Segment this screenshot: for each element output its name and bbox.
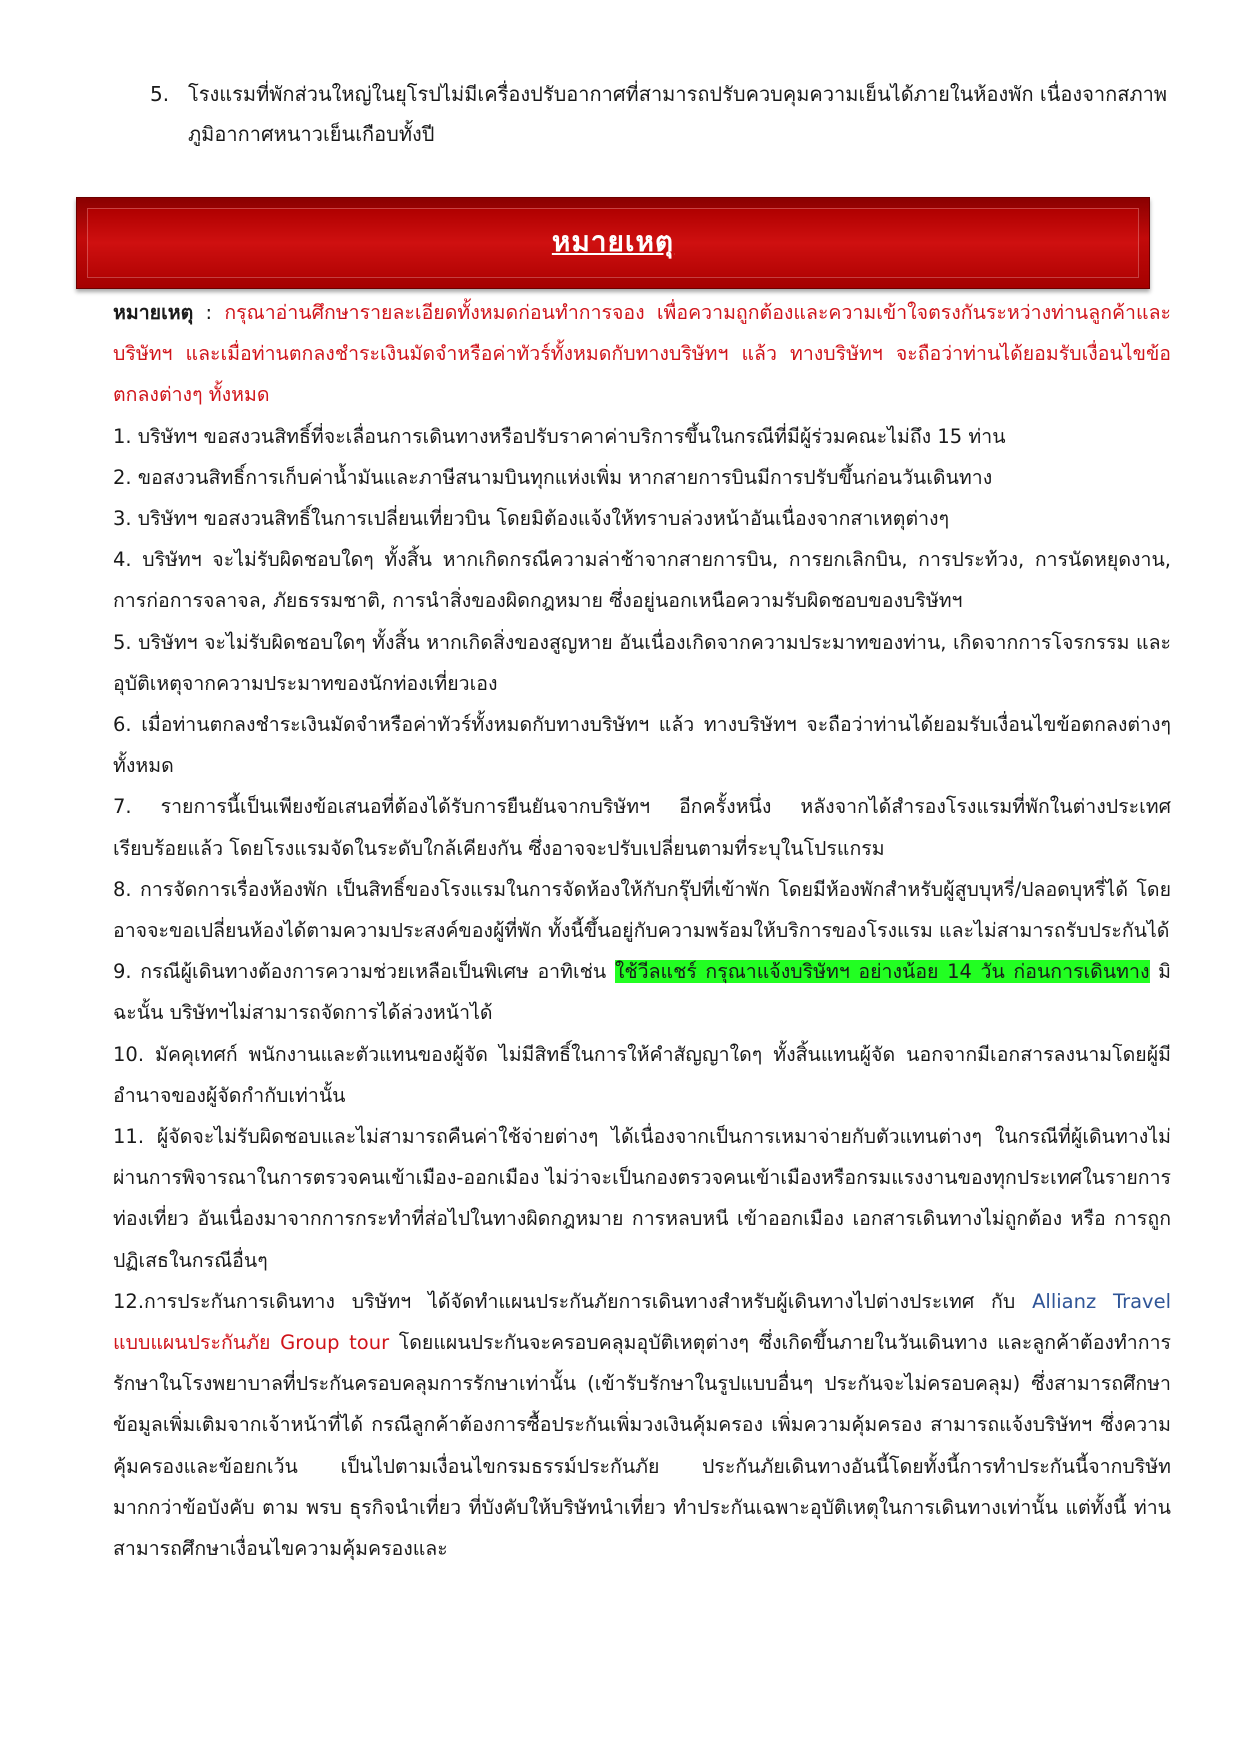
note-item-9-text: 9. กรณีผู้เดินทางต้องการความช่วยเหลือเป็นพิเศษ อาทิเช่น	[113, 960, 615, 984]
insurance-plan-name: แบบแผนประกันภัย Group tour	[113, 1331, 390, 1355]
note-item-8: 8. การจัดการเรื่องห้องพัก เป็นสิทธิ์ของโรงแรมในการจัดห้องให้กับกรุ๊ปที่เข้าพัก โดยมีห้องพักสำหรับผู้สูบบุหรี่/ปลอดบุหรี่ได้ โดยอาจจะขอเปลี่ยนห้องได้ตามความประสงค์ของผู้ที่พัก ทั้งนี้ขึ้นอยู่กับความพร้อมให้บริการของโรงแรม และไม่สามารถรับประกันได้	[113, 877, 1171, 943]
list-item-5	[150, 74, 1170, 154]
note-item-9-text-end: มิฉะนั้น บริษัทฯไม่สามารถจัดการได้ล่วงหน้าได้	[113, 960, 1171, 1025]
note-item-6: 6. เมื่อท่านตกลงชำระเงินมัดจำหรือค่าทัวร์ทั้งหมดกับทางบริษัทฯ แล้ว ทางบริษัทฯ จะถือว่าท่านได้ยอมรับเงื่อนไขข้อตกลงต่างๆ ทั้งหมด	[113, 713, 1171, 778]
banner-title: หมายเหตุ	[551, 225, 675, 258]
list-item-number: 5.	[150, 82, 170, 106]
insurer-name: Allianz Travel	[1032, 1289, 1171, 1313]
note-item-5: 5. บริษัทฯ จะไม่รับผิดชอบใดๆ ทั้งสิ้น หากเกิดสิ่งของสูญหาย อันเนื่องเกิดจากความประมาทของท่าน, เกิดจากการโจรกรรม และ อุบัติเหตุจากความประมาทของนักท่องเที่ยวเอง	[113, 630, 1171, 695]
note-item-12	[113, 1281, 1171, 1569]
note-item-12-text: 12.การประกันการเดินทาง บริษัทฯ ได้จัดทำแผนประกันภัยการเดินทางสำหรับผู้เดินทางไปต่างประเทศ กับ	[113, 1289, 1033, 1313]
note-item-7: 7. รายการนี้เป็นเพียงข้อเสนอที่ต้องได้รับการยืนยันจากบริษัทฯ อีกครั้งหนึ่ง หลังจากได้สำรองโรงแรมที่พักในต่างประเทศเรียบร้อยแล้ว โดยโรงแรมจัดในระดับใกล้เคียงกัน ซึ่งอาจจะปรับเปลี่ยนตามที่ระบุในโปรแกรม	[113, 795, 1171, 860]
note-item-1: 1. บริษัทฯ ขอสงวนสิทธิ์ที่จะเลื่อนการเดินทางหรือปรับราคาค่าบริการขึ้นในกรณีที่มีผู้ร่วมคณะไม่ถึง 15 ท่าน	[113, 424, 1006, 448]
notes-section	[113, 292, 1171, 1569]
list-item-text: โรงแรมที่พักส่วนใหญ่ในยุโรปไม่มีเครื่องปรับอากาศที่สามารถปรับควบคุมความเย็นได้ภายในห้องพัก เนื่องจากสภาพภูมิอากาศหนาวเย็นเกือบทั้งปี	[188, 82, 1168, 146]
notes-intro-label: หมายเหตุ	[113, 301, 194, 324]
note-item-2: 2. ขอสงวนสิทธิ์การเก็บค่าน้ำมันและภาษีสนามบินทุกแห่งเพิ่ม หากสายการบินมีการปรับขึ้นก่อนวันเดินทาง	[113, 465, 993, 489]
notes-intro-text: กรุณาอ่านศึกษารายละเอียดทั้งหมดก่อนทำการจอง เพื่อความถูกต้องและความเข้าใจตรงกันระหว่างท่านลูกค้าและบริษัทฯ และเมื่อท่านตกลงชำระเงินมัดจำหรือค่าทัวร์ทั้งหมดกับทางบริษัทฯ แล้ว ทางบริษัทฯ จะถือว่าท่านได้ยอมรับเงื่อนไขข้อตกลงต่างๆ ทั้งหมด	[113, 301, 1172, 407]
notes-intro	[113, 292, 1171, 416]
notes-banner	[76, 197, 1150, 289]
note-item-9	[113, 951, 1171, 1033]
note-item-3: 3. บริษัทฯ ขอสงวนสิทธิ์ในการเปลี่ยนเที่ยวบิน โดยมิต้องแจ้งให้ทราบล่วงหน้าอันเนื่องจากสาเหตุต่างๆ	[113, 507, 950, 531]
note-item-11: 11. ผู้จัดจะไม่รับผิดชอบและไม่สามารถคืนค่าใช้จ่ายต่างๆ ได้เนื่องจากเป็นการเหมาจ่ายกับตัวแทนต่างๆ ในกรณีที่ผู้เดินทางไม่ผ่านการพิจารณาในการตรวจคนเข้าเมือง-ออกเมือง ไม่ว่าจะเป็นกองตรวจคนเข้าเมืองหรือกรมแรงงานของทุกประเทศในรายการท่องเที่ยว อันเนื่องมาจากการกระทำที่ส่อไปในทางผิดกฎหมาย การหลบหนี เข้าออกเมือง เอกสารเดินทางไม่ถูกต้อง หรือ การถูกปฏิเสธในกรณีอื่นๆ	[113, 1125, 1171, 1272]
note-item-12-text-end: โดยแผนประกันจะครอบคลุมอุบัติเหตุต่างๆ ซึ่งเกิดขึ้นภายในวันเดินทาง และลูกค้าต้องทำการรักษาในโรงพยาบาลที่ประกันครอบคลุมการรักษาเท่านั้น (เข้ารับรักษาในรูปแบบอื่นๆ ประกันจะไม่ครอบคลุม) ซึ่งสามารถศึกษาข้อมูลเพิ่มเติมจากเจ้าหน้าที่ได้ กรณีลูกค้าต้องการซื้อประกันเพิ่มวงเงินคุ้มครอง เพิ่มความคุ้มครอง สามารถแจ้งบริษัทฯ ซึ่งความคุ้มครองและข้อยกเว้น เป็นไปตามเงื่อนไขกรมธรรม์ประกันภัย ประกันภัยเดินทางอันนี้โดยทั้งนี้การทำประกันนี้จากบริษัท มากกว่าข้อบังคับ ตาม พรบ ธุรกิจนำเที่ยว ที่บังคับให้บริษัทนำเที่ยว ทำประกันเฉพาะอุบัติเหตุในการเดินทางเท่านั้น แต่ทั้งนี้ ท่านสามารถศึกษาเงื่อนไขความคุ้มครองและ	[113, 1331, 1171, 1561]
note-item-4: 4. บริษัทฯ จะไม่รับผิดชอบใดๆ ทั้งสิ้น หากเกิดกรณีความล่าช้าจากสายการบิน, การยกเลิกบิน, การประท้วง, การนัดหยุดงาน, การก่อการจลาจล, ภัยธรรมชาติ, การนำสิ่งของผิดกฎหมาย ซึ่งอยู่นอกเหนือความรับผิดชอบของบริษัทฯ	[113, 548, 1171, 613]
note-item-9-highlight: ใช้วีลแชร์ กรุณาแจ้งบริษัทฯ อย่างน้อย 14 วัน ก่อนการเดินทาง	[614, 960, 1150, 984]
note-item-10: 10. มัคคุเทศก์ พนักงานและตัวแทนของผู้จัด ไม่มีสิทธิ์ในการให้คำสัญญาใดๆ ทั้งสิ้นแทนผู้จัด นอกจากมีเอกสารลงนามโดยผู้มีอำนาจของผู้จัดกำกับเท่านั้น	[113, 1042, 1171, 1107]
notes-intro-separator: :	[193, 301, 225, 324]
